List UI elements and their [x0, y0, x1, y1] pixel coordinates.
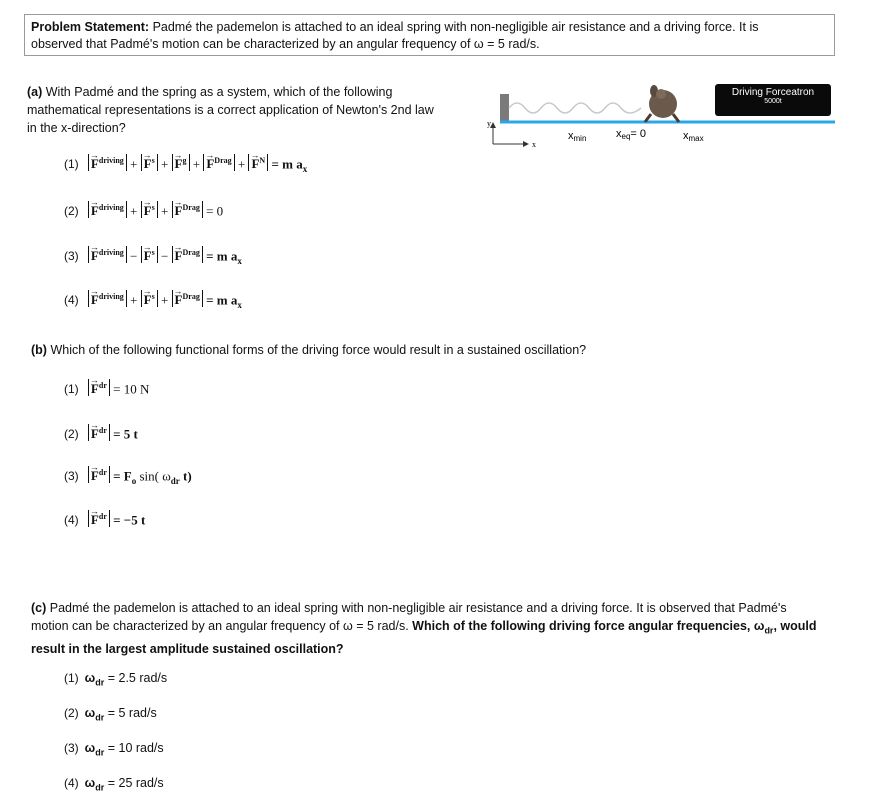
part-a-line3: in the x-direction?: [27, 121, 126, 135]
part-a-label: (a): [27, 85, 43, 99]
part-a-line2: mathematical representations is a correct application of Newton's 2nd law: [27, 103, 434, 117]
part-c-line2a: motion can be characterized by an angular frequency of ω = 5 rad/s.: [31, 619, 413, 633]
part-b-label: (b): [31, 343, 47, 357]
part-b-option-2: $(2) \to F^{dr} = 5$ t: [64, 424, 138, 442]
pademelon-icon: [645, 85, 679, 122]
part-b-option-3: $(3) \to F^{dr} = F_o$ sin( $\omega_{dr}$ t): [64, 466, 192, 486]
axis-y-label: y: [487, 119, 491, 128]
problem-statement-box: [24, 14, 835, 56]
part-b-option-4: $(4) \to F^{dr} = -5$ t: [64, 510, 145, 528]
part-a-option-1: $(1) \to F^{driving}$ + → $F^s$ + → $F^g$ + → $F^{Drag}$ + → $F^N = m$ $a_x$: [64, 154, 307, 174]
part-a-option-3: $(3) \to F^{driving}$ − → $F^s$ − → $F^{Drag} = m$ $a_x$: [64, 246, 242, 266]
part-c-option-2: (2) $\omega_{dr} = 5$ rad/s: [64, 706, 157, 723]
problem-text-line2: observed that Padmé's motion can be characterized by an angular frequency of ω = 5 rad/s.: [31, 37, 540, 51]
forceatron-title: Driving Forceatron: [731, 87, 815, 98]
part-a-line1: With Padmé and the spring as a system, which of the following: [42, 85, 393, 99]
driving-forceatron-box: [715, 84, 831, 116]
part-b-question: [31, 341, 586, 359]
spring: [509, 103, 641, 113]
part-c-option-1: (1) $\omega_{dr} = 2.5$ rad/s: [64, 671, 168, 688]
axes-icon: [490, 122, 529, 147]
part-b-text: Which of the following functional forms of the driving force would result in a sustained oscillation?: [46, 343, 587, 357]
wall: [500, 94, 509, 122]
axis-x-label: x: [532, 140, 536, 149]
part-c-label: (c): [31, 601, 47, 615]
part-b-option-1: $(1) \to F^{dr} = 10$ N: [64, 379, 149, 397]
part-a-option-2: $(2) \to F^{driving}$ + → $F^s$ + → $F^{Drag} = 0$: [64, 201, 223, 219]
part-c-option-4: (4) $\omega_{dr} = 25$ rad/s: [64, 776, 164, 793]
x-min-label: xmin: [568, 130, 587, 143]
x-max-label: xmax: [683, 130, 704, 143]
problem-text-line1: Padmé the pademelon is attached to an ideal spring with non-negligible air resistance and a driving force. It is: [149, 20, 759, 34]
part-c-option-3: (3) $\omega_{dr} = 10$ rad/s: [64, 741, 164, 758]
part-c-question: [31, 599, 871, 658]
part-c-line2b: Which of the following driving force angular frequencies, $\omega_{dr}$, would: [412, 619, 817, 636]
part-a-option-4: $(4) \to F^{driving}$ + → $F^s$ + → $F^{Drag} = m$ $a_x$: [64, 290, 242, 310]
part-c-line3: result in the largest amplitude sustained oscillation?: [31, 641, 344, 656]
problem-label: Problem Statement:: [31, 20, 150, 34]
part-c-line1: Padmé the pademelon is attached to an ideal spring with non-negligible air resistance and a driving force. It is observed that Padmé's: [46, 601, 787, 615]
forceatron-model: 5000t: [764, 98, 782, 105]
x-eq-label: xeq= 0: [616, 128, 647, 141]
part-a-question: [27, 83, 477, 137]
